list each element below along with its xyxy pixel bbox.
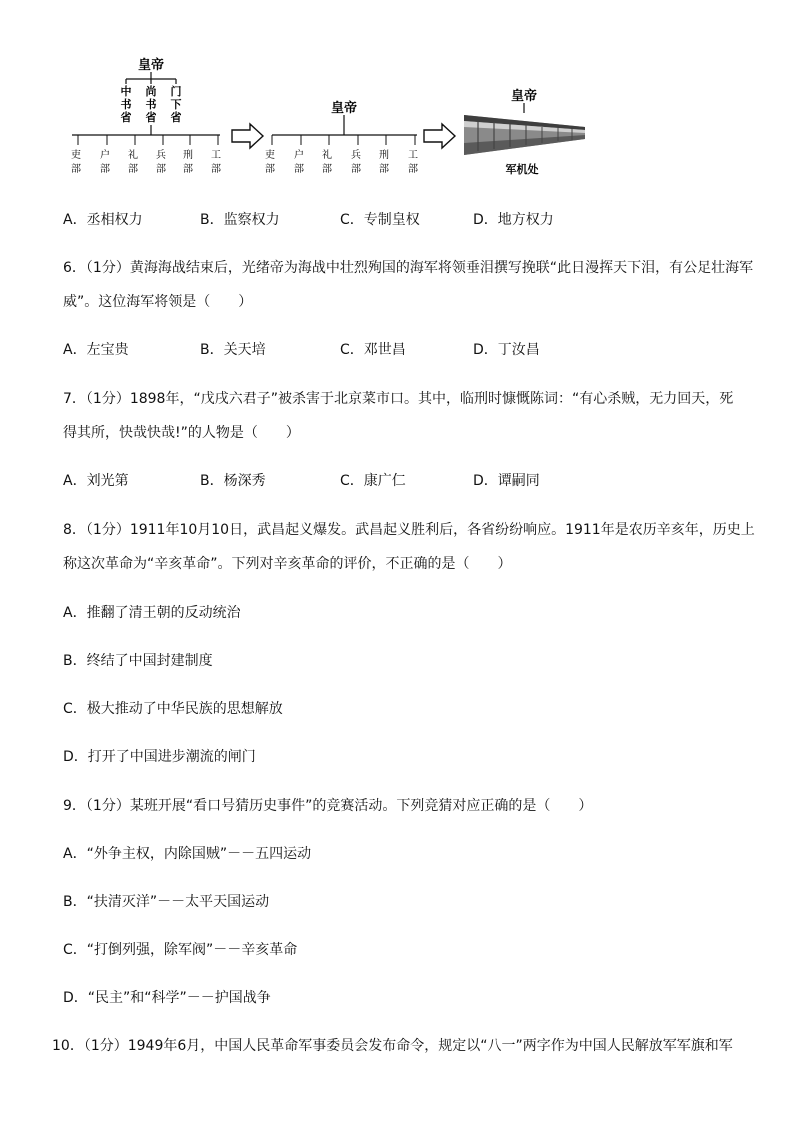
svg-text:吏: 吏 [71,150,81,161]
secretariat-label [121,84,132,124]
svg-text:户: 户 [294,150,304,161]
q7-stem-line1: 7．（1分）1898年，“戊戌六君子”被杀害于北京菜市口。其中，临刑时慷慨陈词：“有心杀贼，无力回天，死 [63,391,734,407]
ministries-labels-1 [71,148,221,175]
q8-option-c[interactable]: C．极大推动了中华民族的思想解放 [63,701,283,717]
svg-text:省: 省 [170,111,182,124]
q9-option-d[interactable]: D．“民主”和“科学”－－护国战争 [63,990,271,1006]
svg-text:部: 部 [128,164,138,175]
q9-option-c[interactable]: C．“打倒列强，除军阀”－－辛亥革命 [63,942,298,958]
svg-text:刑: 刑 [379,150,389,161]
q6-stem-line1: 6．（1分）黄海海战结束后，光绪帝为海战中壮烈殉国的海军将领垂泪撰写挽联“此日漫挥天下泪，有公足壮海军 [63,260,754,276]
q5-option-c[interactable]: C．专制皇权 [340,212,420,228]
svg-text:部: 部 [408,164,418,175]
svg-text:部: 部 [265,164,275,175]
emperor-label-2: 皇帝 [330,101,358,116]
svg-text:礼: 礼 [128,150,138,161]
svg-text:省: 省 [145,111,157,124]
svg-text:部: 部 [100,164,110,175]
svg-text:下: 下 [170,98,182,111]
svg-text:刑: 刑 [183,150,193,161]
svg-text:书: 书 [120,98,132,111]
grand-council-building-image [464,115,585,155]
q7-option-b[interactable]: B．杨深秀 [200,473,266,489]
q6-option-b[interactable]: B．关天培 [200,342,266,358]
arrow-right-icon [424,124,455,148]
svg-text:部: 部 [156,164,166,175]
q5-option-b[interactable]: B．监察权力 [200,212,280,228]
svg-text:部: 部 [351,164,361,175]
svg-text:省: 省 [120,111,132,124]
svg-text:部: 部 [71,164,81,175]
q6-option-d[interactable]: D．丁汝昌 [473,342,540,358]
q6-option-c[interactable]: C．邓世昌 [340,342,406,358]
svg-text:中: 中 [120,85,132,98]
svg-text:部: 部 [294,164,304,175]
arrow-right-icon [232,124,263,148]
svg-text:尚: 尚 [145,85,157,98]
svg-text:吏: 吏 [265,150,275,161]
svg-text:礼: 礼 [322,150,332,161]
q8-option-b[interactable]: B．终结了中国封建制度 [63,653,213,669]
svg-text:书: 书 [145,98,157,111]
chancellery-label [171,84,182,124]
q10-stem-line1: 10．（1分）1949年6月，中国人民革命军事委员会发布命令，规定以“八一”两字作为中国人民解放军军旗和军 [52,1038,733,1054]
q7-option-c[interactable]: C．康广仁 [340,473,406,489]
q8-stem-line1: 8．（1分）1911年10月10日，武昌起义爆发。武昌起义胜利后，各省纷纷响应。1911年是农历辛亥年，历史上 [63,522,755,538]
q8-option-d[interactable]: D．打开了中国进步潮流的闸门 [63,749,256,765]
q6-option-a[interactable]: A．左宝贵 [63,342,129,358]
svg-text:门: 门 [170,85,182,98]
q7-option-d[interactable]: D．谭嗣同 [473,473,540,489]
q5-option-d[interactable]: D．地方权力 [473,212,554,228]
svg-text:部: 部 [322,164,332,175]
department-of-state-label [146,84,157,124]
svg-text:工: 工 [211,150,221,161]
svg-text:兵: 兵 [351,150,361,161]
q9-stem-line1: 9．（1分）某班开展“看口号猜历史事件”的竞赛活动。下列竞猜对应正确的是（ ） [63,798,593,814]
q9-option-a[interactable]: A．“外争主权，内除国贼”－－五四运动 [63,846,312,862]
emperor-label-1: 皇帝 [137,58,165,73]
q5-option-a[interactable]: A．丞相权力 [63,212,143,228]
svg-text:部: 部 [183,164,193,175]
q7-stem-line2: 得其所，快哉快哉!”的人物是（ ） [63,425,300,441]
svg-text:兵: 兵 [156,150,166,161]
ministries-labels-2 [265,148,418,175]
q9-option-b[interactable]: B．“扶清灭洋”－－太平天国运动 [63,894,270,910]
q7-option-a[interactable]: A．刘光第 [63,473,129,489]
q8-option-a[interactable]: A．推翻了清王朝的反动统治 [63,605,241,621]
svg-text:工: 工 [408,150,418,161]
svg-text:部: 部 [379,164,389,175]
q8-stem-line2: 称这次革命为“辛亥革命”。下列对辛亥革命的评价，不正确的是（ ） [63,556,512,572]
svg-text:部: 部 [211,164,221,175]
q6-stem-line2: 威”。这位海军将领是（ ） [63,294,253,310]
emperor-label-3: 皇帝 [510,89,538,104]
grand-council-label: 军机处 [505,163,539,176]
government-structure-diagram [60,55,600,185]
svg-text:户: 户 [100,150,110,161]
